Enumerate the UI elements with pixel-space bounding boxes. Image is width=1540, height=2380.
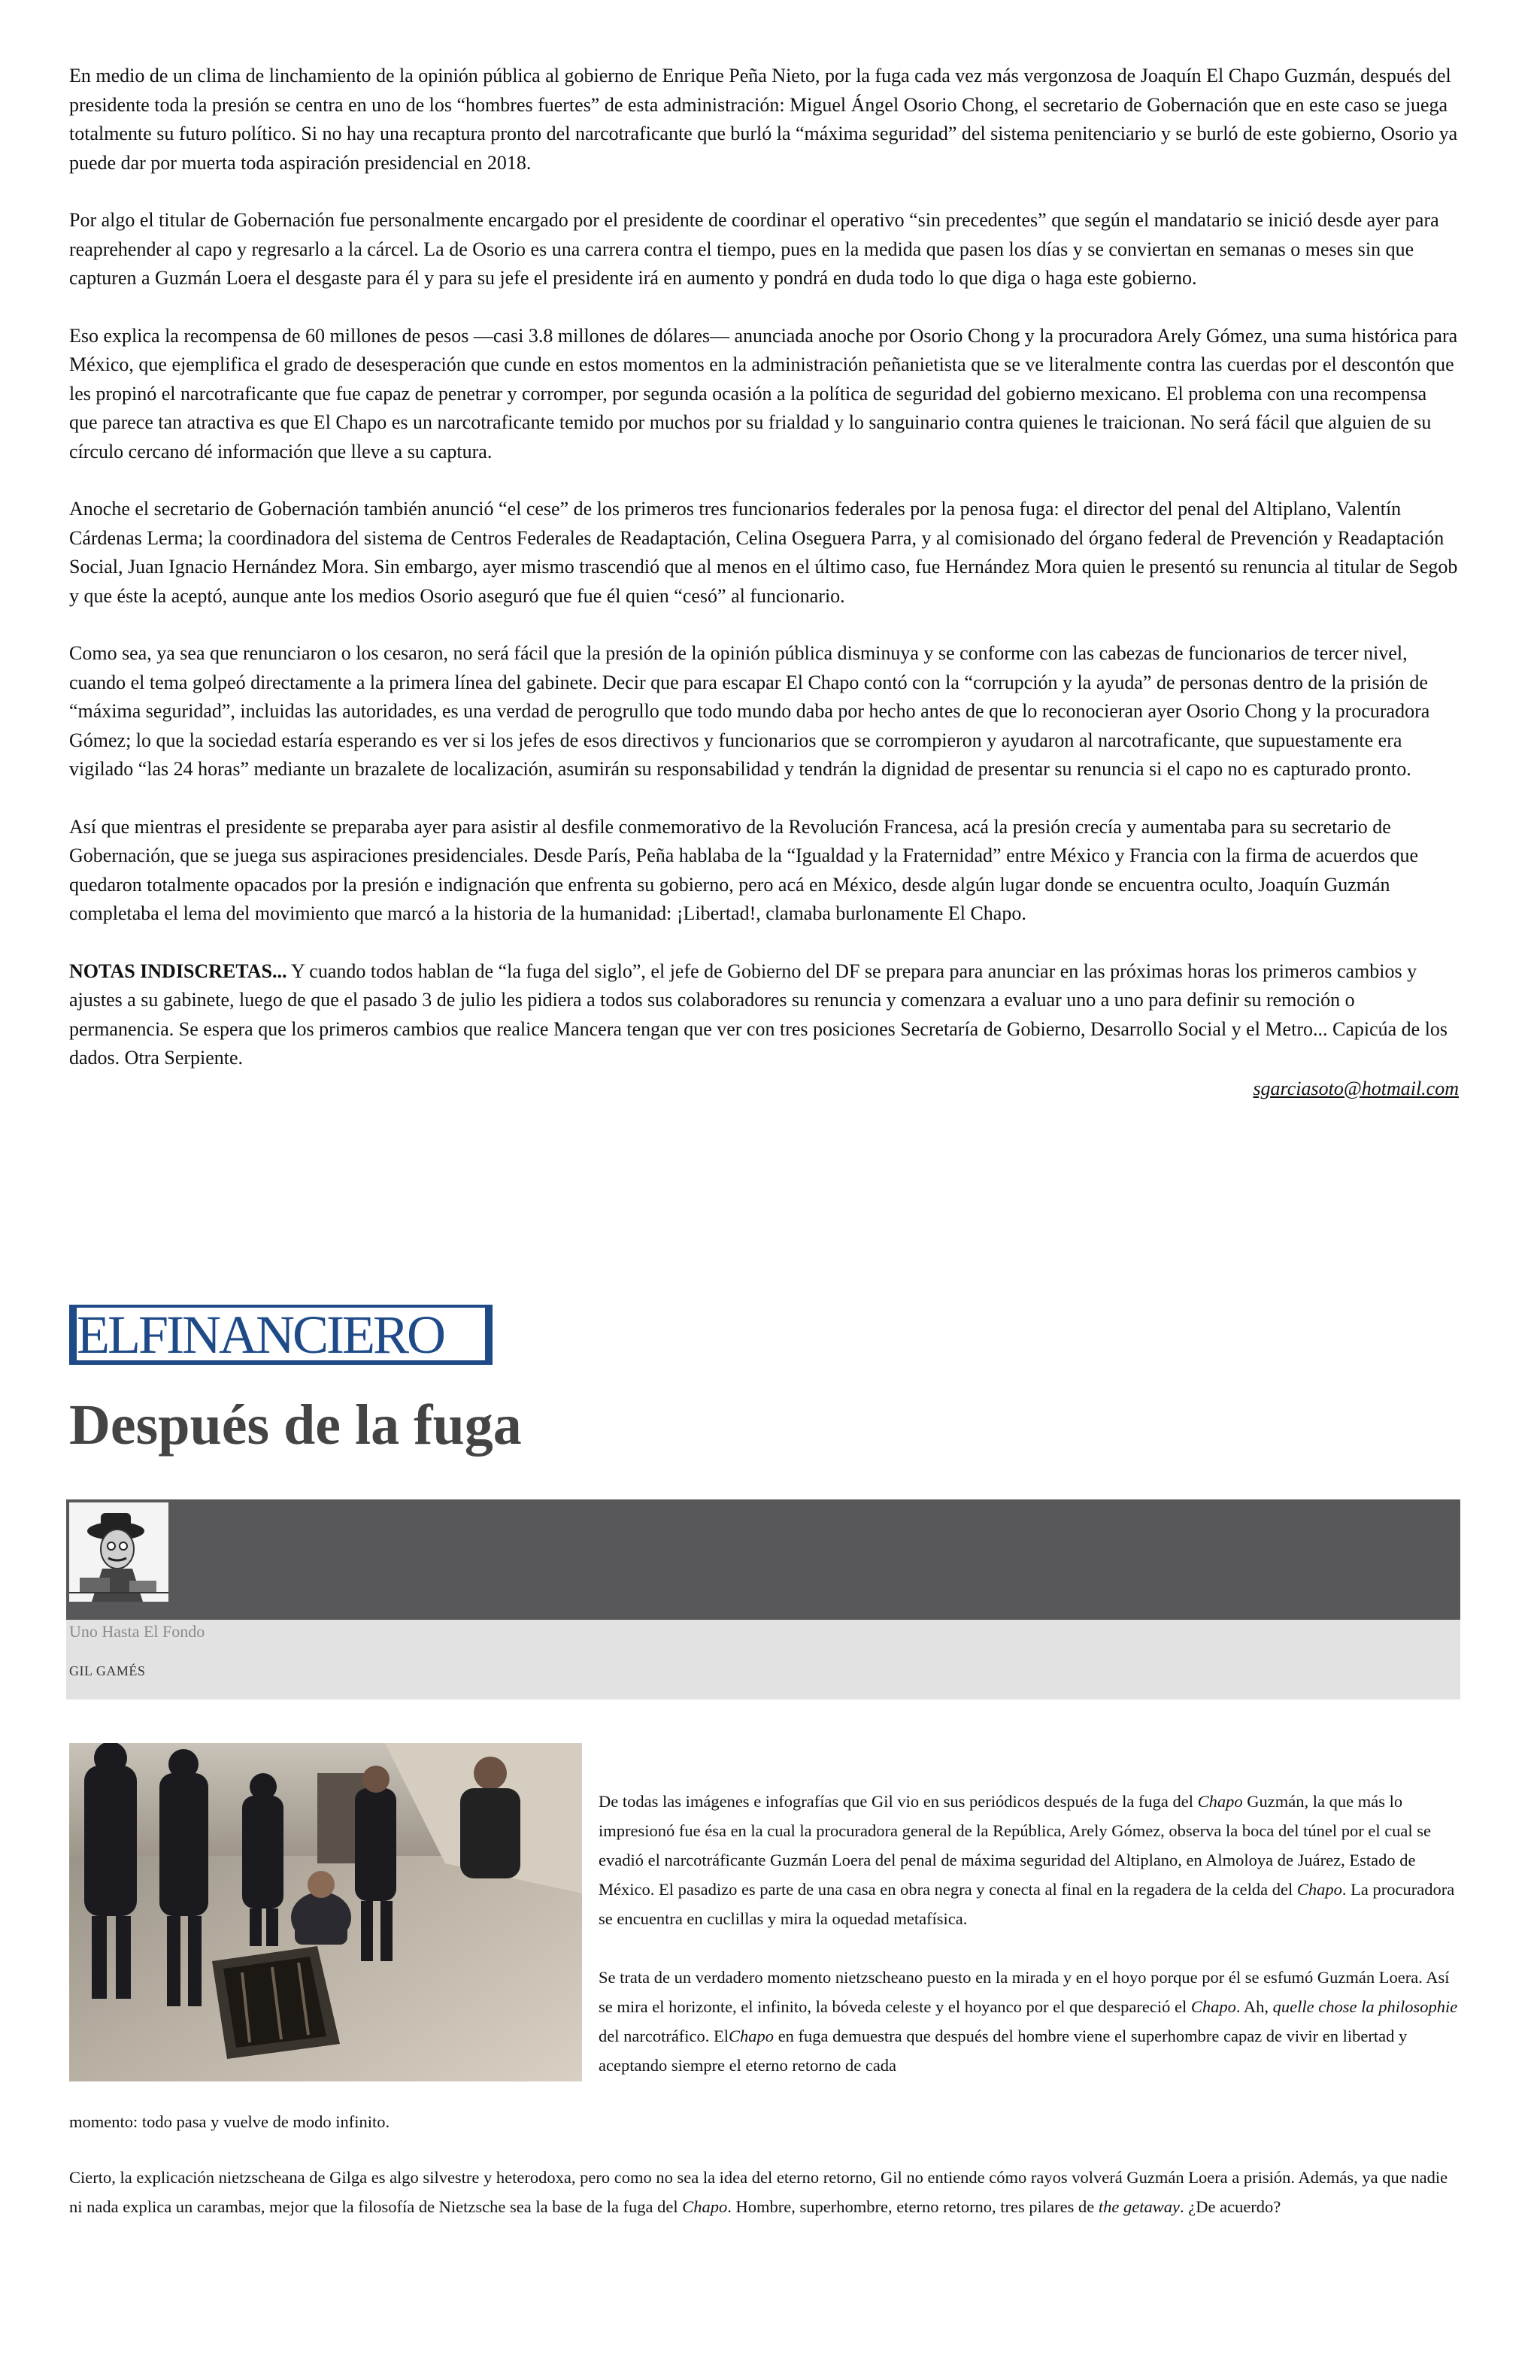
article2-bottom	[69, 2163, 1460, 2221]
article2-paragraph-2	[599, 1963, 1463, 2080]
italic-text: Chapo	[1296, 1880, 1342, 1899]
author-banner	[66, 1499, 1460, 1699]
article1-paragraph-6: Así que mientras el presidente se preparaba ayer para asistir al desfile conmemorativo de la Revolución Francesa, acá la presión crecía y aumentaba para su secretario de Gobernación, que se juega sus aspiraciones presidenciales. Desde París, Peña hablaba de la “Igualdad y la Fraternidad” entre México y Francia con la firma de acuerdos que quedaron totalmente opacados por la presión e indignación que enfrenta su gobierno, pero acá en México, desde algún lugar donde se encuentra oculto, Joaquín Guzmán completaba el lema del movimiento que marcó a la historia de la humanidad: ¡Libertad!, clamaba burlonamente El Chapo.	[69, 815, 1419, 924]
article1-paragraph-3: Eso explica la recompensa de 60 millones de pesos —casi 3.8 millones de dólares— anunciada anoche por Osorio Chong y la procuradora Arely Gómez, una suma histórica para México, que ejemplifica el grado de desesperación que cunde en estos momentos en la administración peñanietista que se ve literalmente contra las cuerdas por el descontón que les propinó el narcotraficante que fue capaz de penetrar y corromper, por segunda ocasión a la política de seguridad del gobierno mexicano. El problema con una recompensa que parece tan atractiva es que El Chapo es un narcotraficante temido por muchos por su frialdad y lo sanguinario contra quienes le traicionan. No será fácil que alguien de su círculo cercano dé información que lleve a su captura.	[69, 324, 1458, 462]
notas-indiscretas-paragraph	[69, 957, 1459, 1073]
article2-paragraph-2-tail: momento: todo pasa y vuelve de modo infinito.	[69, 2112, 390, 2131]
headline: Después de la fuga	[69, 1393, 522, 1457]
article2-paragraph-2-continued	[69, 2107, 821, 2136]
italic-text: Chapo	[682, 2197, 728, 2216]
article1-paragraph-5: Como sea, ya sea que renunciaron o los cesaron, no será fácil que la presión de la opinión pública disminuya y se conforme con las cabezas de funcionarios de tercer nivel, cuando el tema golpeó directamente a la primera línea del gabinete. Decir que para escapar El Chapo contó con la “corrupción y la ayuda” de personas dentro de la prisión de “máxima seguridad”, incluidas las autoridades, es una verdad de perogrullo que todo mundo daba por hecho antes de que lo reconocieran ayer Osorio Chong y la procuradora Gómez; lo que la sociedad estaría esperando es ver si los jefes de esos directivos y funcionarios que se corrompieron y ayudaron al narcotraficante, que supuestamente era vigilado “las 24 horas” mediante un brazalete de localización, asumirán su responsabilidad y tendrán la dignidad de presentar su renuncia si el capo no es capturado pronto.	[69, 642, 1430, 780]
text-run: Guzmán, la que más lo impresionó fue ésa en la cual la procuradora general de la República, Arely Gómez, observa la boca del túnel por el cual se evadió el narcotráficante Guzmán Loera del penal de máxima seguridad del Altiplano, en Almoloya de Juárez, Estado de México. El pasadizo es parte de una casa en obra negra y conecta al final en la regadera de la celda del	[599, 1792, 1432, 1899]
article1-paragraph-1: En medio de un clima de linchamiento de la opinión pública al gobierno de Enrique Peña Nieto, por la fuga cada vez más vergonzosa de Joaquín El Chapo Guzmán, después del presidente toda la presión se centra en uno de los “hombres fuertes” de esta administración: Miguel Ángel Osorio Chong, el secretario de Gobernación que en este caso se juega totalmente su futuro político. Si no hay una recaptura pronto del narcotraficante que burló la “máxima seguridad” del sistema penitenciario y se burló de este gobierno, Osorio ya puede dar por muerta toda aspiración presidencial en 2018.	[69, 65, 1458, 174]
article-osorio-chong	[69, 62, 1459, 1103]
caricature-icon	[69, 1502, 168, 1602]
article2-right-column	[599, 1787, 1463, 2080]
author-email-line	[69, 1075, 1459, 1104]
author-email-link[interactable]: sgarciasoto@hotmail.com	[1253, 1077, 1459, 1099]
article1-paragraph-4: Anoche el secretario de Gobernación también anunció “el cese” de los primeros tres funcionarios federales por la penosa fuga: el director del penal del Altiplano, Valentín Cárdenas Lerma; la coordinadora del sistema de Centros Federales de Readaptación, Celina Oseguera Parra, y al comisionado del órgano federal de Prevención y Readaptación Social, Juan Ignacio Hernández Mora. Sin embargo, ayer mismo trascendió que al menos en el último caso, fue Hernández Mora quien le presentó su renuncia al titular de Segob y que éste la aceptó, aunque ante los medios Osorio aseguró que fue él quien “cesó” al funcionario.	[69, 498, 1458, 607]
text-run: . ¿De acuerdo?	[1180, 2197, 1281, 2216]
author-banner-bar	[66, 1499, 1460, 1620]
text-run: Cierto, la explicación nietzscheana de Gilga es algo silvestre y heterodoxa, pero como no sea la idea del eterno retorno, Gil no entiende cómo rayos volverá Guzmán Loera a prisión. Además, ya que nadie ni nada explica un carambas, mejor que la filosofía de Nietzsche sea la base de la fuga del	[69, 2168, 1448, 2216]
column-name: Uno Hasta El Fondo	[69, 1622, 205, 1641]
tunnel-photo-image	[69, 1743, 582, 2081]
italic-text: quelle chose la philosophie	[1272, 1997, 1458, 2016]
notas-indiscretas-label: NOTAS INDISCRETAS...	[69, 960, 287, 982]
text-run: . Hombre, superhombre, eterno retorno, tres pilares de	[727, 2197, 1099, 2216]
tunnel-photo	[69, 1743, 582, 2081]
article2-paragraph-1	[599, 1787, 1463, 1933]
text-run: De todas las imágenes e infografías que Gil vio en sus periódicos después de la fuga del	[599, 1792, 1198, 1811]
logo-text: ELFINANCIERO	[77, 1308, 485, 1360]
author-avatar	[69, 1502, 168, 1602]
text-run: del narcotráfico. El	[599, 2027, 729, 2045]
italic-text: Chapo	[1190, 1997, 1236, 2016]
el-financiero-logo	[69, 1305, 493, 1365]
italic-text: Chapo	[1197, 1792, 1243, 1811]
article2-paragraph-3	[69, 2163, 1460, 2221]
article1-paragraph-2: Por algo el titular de Gobernación fue personalmente encargado por el presidente de coordinar el operativo “sin precedentes” que según el mandatario se inició desde ayer para reaprehender al capo y regresarlo a la cárcel. La de Osorio es una carrera contra el tiempo, pues en la medida que pasen los días y se conviertan en semanas o meses sin que capturen a Guzmán Loera el desgaste para él y para su jefe el presidente irá en aumento y pondrá en duda todo lo que diga o haga este gobierno.	[69, 209, 1439, 289]
text-run: . La procuradora se encuentra en cuclillas y mira la oquedad metafísica.	[599, 1880, 1455, 1928]
notas-indiscretas-text: Y cuando todos hablan de “la fuga del siglo”, el jefe de Gobierno del DF se prepara para anunciar en las próximas horas los primeros cambios y ajustes a su gabinete, luego de que el pasado 3 de julio les pidiera a todos sus colaboradores su renuncia y comenzara a evaluar uno a uno para definir su remoción o permanencia. Se espera que los primeros cambios que realice Mancera tengan que ver con tres posiciones Secretaría de Gobierno, Desarrollo Social y el Metro... Capicúa de los dados. Otra Serpiente.	[69, 960, 1448, 1069]
author-name: GIL GAMÉS	[69, 1663, 146, 1678]
italic-text: the getaway	[1098, 2197, 1180, 2216]
text-run: Se trata de un verdadero momento nietzscheano puesto en la mirada y en el hoyo porque por él se esfumó Guzmán Loera. Así se mira el horizonte, el infinito, la bóveda celeste y el hoyanco por el que despareció el	[599, 1968, 1450, 2016]
text-run: en fuga demuestra que después del hombre viene el superhombre capaz de vivir en libertad y aceptando siempre el eterno retorno de cada	[599, 2027, 1408, 2075]
text-run: . Ah,	[1235, 1997, 1273, 2016]
italic-text: Chapo	[729, 2027, 775, 2045]
